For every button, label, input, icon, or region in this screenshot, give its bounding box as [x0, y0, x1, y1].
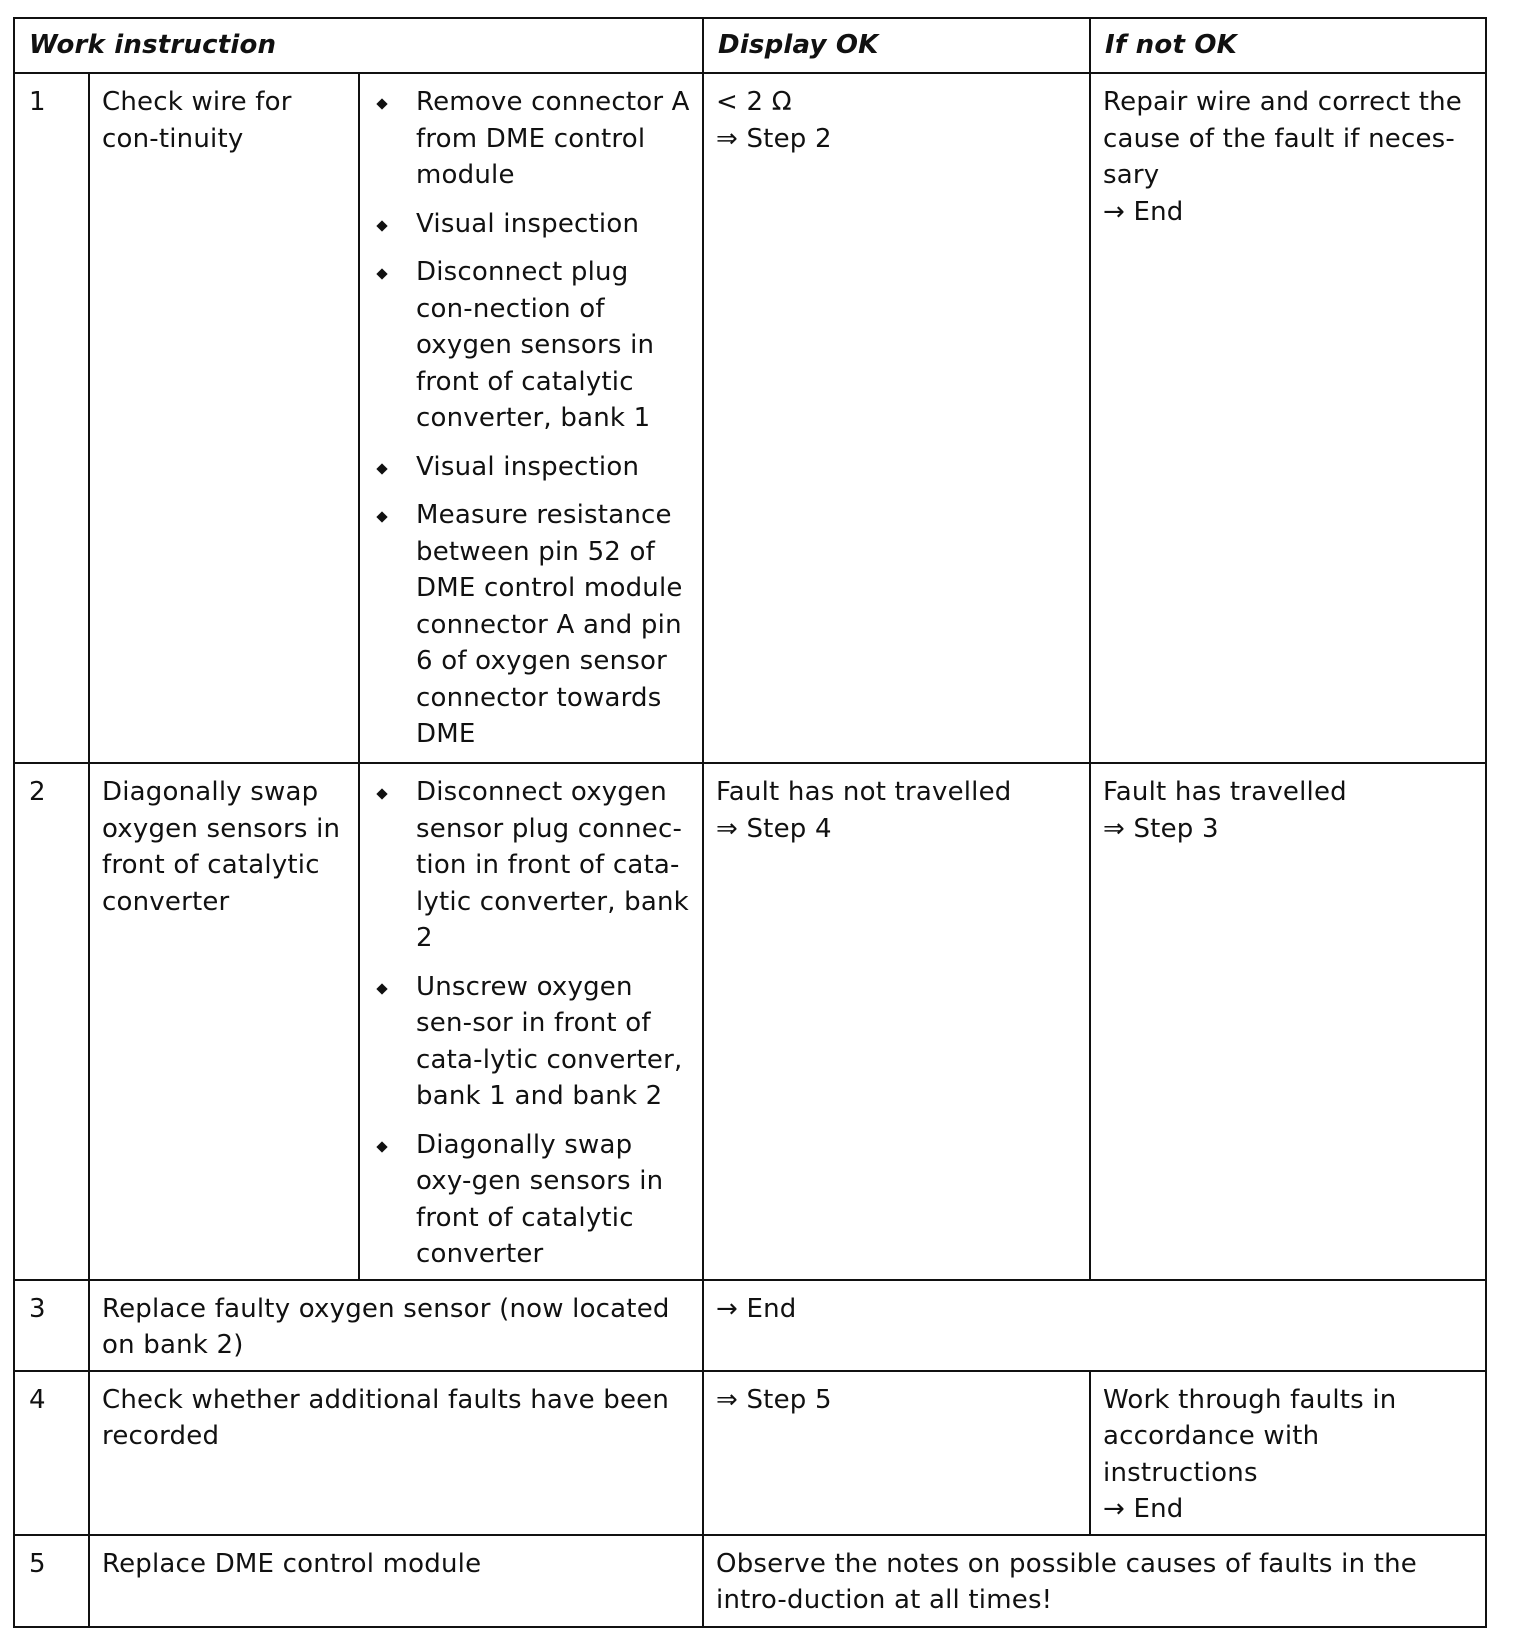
step-bullets	[359, 763, 703, 1280]
display-ok-value: < 2 Ω	[716, 87, 792, 117]
step-row-3	[14, 1280, 1486, 1371]
if-not-ok-action: Fault has travelled	[1103, 777, 1347, 807]
step-instruction: Diagonally swap oxygen sensors in front of catalytic converter	[89, 763, 359, 1280]
bullet-list	[372, 774, 692, 1273]
header-work-instruction: Work instruction	[14, 18, 703, 73]
bullet-item: Visual inspection	[372, 206, 692, 243]
if-not-ok-next: ⇒ Step 3	[1103, 813, 1219, 844]
display-ok-cell	[703, 1371, 1090, 1535]
step-row-5	[14, 1535, 1486, 1627]
if-not-ok-cell	[1090, 1371, 1486, 1535]
display-ok-cell	[703, 73, 1090, 763]
step-number: 5	[14, 1535, 89, 1627]
bullet-item: Unscrew oxygen sen-sor in front of cata-lytic converter, bank 1 and bank 2	[372, 969, 692, 1115]
step-number: 2	[14, 763, 89, 1280]
step-number: 4	[14, 1371, 89, 1535]
step-number: 3	[14, 1280, 89, 1371]
bullet-item: Remove connector A from DME control module	[372, 84, 692, 194]
work-instruction-table	[13, 17, 1487, 1628]
step-instruction: Replace DME control module	[89, 1535, 703, 1627]
if-not-ok-action: Work through faults in accordance with instructions	[1103, 1384, 1397, 1488]
step-number: 1	[14, 73, 89, 763]
step-instruction: Check whether additional faults have been recorded	[89, 1371, 703, 1535]
display-ok-next: ⇒ Step 2	[716, 123, 832, 154]
header-display-ok: Display OK	[703, 18, 1090, 73]
display-ok-value: Fault has not travelled	[716, 777, 1012, 807]
bullet-list	[372, 84, 692, 753]
bullet-item: Disconnect oxygen sensor plug connec-tion in front of cata-lytic converter, bank 2	[372, 774, 692, 957]
header-if-not-ok: If not OK	[1090, 18, 1486, 73]
bullet-item: Diagonally swap oxy-gen sensors in front of catalytic converter	[372, 1127, 692, 1273]
bullet-item: Visual inspection	[372, 449, 692, 486]
step-result: → End	[703, 1280, 1486, 1371]
step-row-1	[14, 73, 1486, 763]
step-result: Observe the notes on possible causes of faults in the intro-duction at all times!	[703, 1535, 1486, 1627]
if-not-ok-next: → End	[1103, 196, 1184, 227]
display-ok-next: ⇒ Step 4	[716, 813, 832, 844]
display-ok-cell	[703, 763, 1090, 1280]
if-not-ok-action: Repair wire and correct the cause of the fault if neces-sary	[1103, 87, 1462, 190]
step-instruction: Replace faulty oxygen sensor (now located on bank 2)	[89, 1280, 703, 1371]
if-not-ok-cell	[1090, 73, 1486, 763]
bullet-item: Disconnect plug con-nection of oxygen sensors in front of catalytic converter, bank 1	[372, 254, 692, 437]
step-row-4	[14, 1371, 1486, 1535]
header-row	[14, 18, 1486, 73]
if-not-ok-next: → End	[1103, 1494, 1184, 1524]
if-not-ok-cell	[1090, 763, 1486, 1280]
display-ok-next: ⇒ Step 5	[716, 1384, 832, 1415]
bullet-item: Measure resistance between pin 52 of DME control module connector A and pin 6 of oxygen sensor connector towards DME	[372, 497, 692, 753]
step-bullets	[359, 73, 703, 763]
step-row-2	[14, 763, 1486, 1280]
step-instruction: Check wire for con-tinuity	[89, 73, 359, 763]
